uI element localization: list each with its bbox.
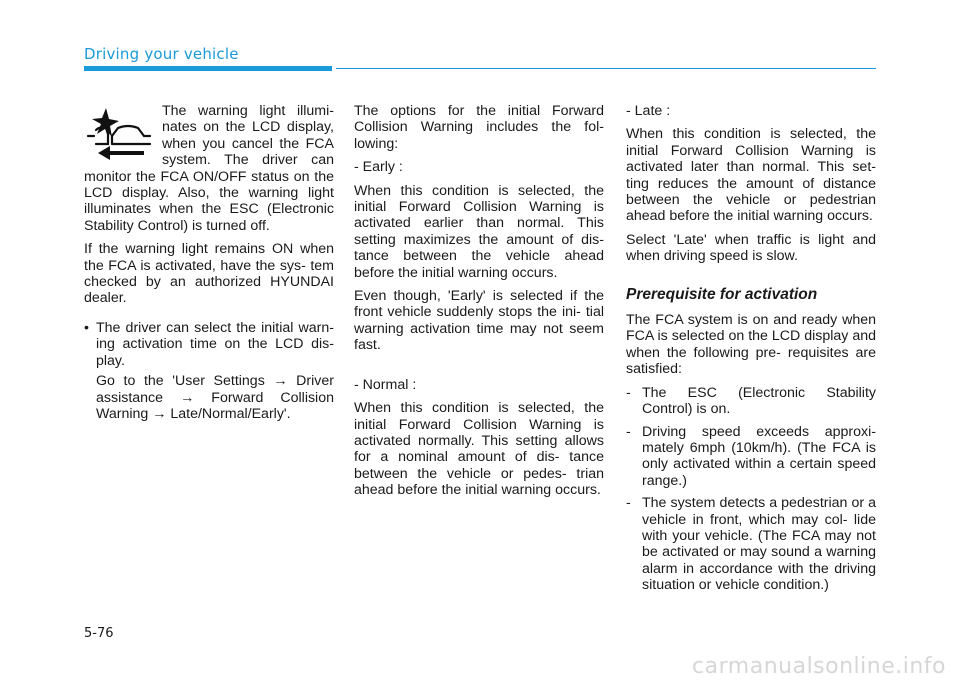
late-description: When this condition is selected, the initial Forward Collision Warning is activated later than normal. This set- ting reduces the amount of distance between the vehicle or pedestrian ahead before the initial warning occurs. [626, 126, 876, 225]
list-item: • The driver can select the initial warn- ing activation time on the LCD dis- play. [84, 319, 334, 369]
forward-collision-warning-icon [84, 106, 154, 162]
prerequisite-intro: The FCA system is on and ready when FCA is selected on the LCD display and when the following pre- requisites are satisfied: [626, 312, 876, 378]
header-rule-thick [84, 66, 332, 71]
list-item: - The system detects a pedestrian or a vehicle in front, which may col- lide with your vehicle. (The FCA may not be activated or may sound a warning alarm in accordance with the driving situation or vehicle condition.) [626, 495, 876, 594]
early-label: - Early : [354, 159, 403, 176]
list-item: - Driving speed exceeds approxi- mately 6mph (10km/h). (The FCA is only activated within a certain speed range.) [626, 423, 876, 489]
late-label: - Late : [626, 103, 671, 119]
bullet-icon: • [84, 319, 89, 336]
user-settings-path: Go to the 'User Settings → Driver assistance → Forward Collision Warning → Late/Normal/Early'. [96, 373, 334, 422]
column-left [84, 103, 334, 429]
list-item: - The ESC (Electronic Stability Control) is on. [626, 384, 876, 418]
early-description: When this condition is selected, the initial Forward Collision Warning is activated earlier than normal. This setting maximizes the amount of dis- tance between the vehicle ahead before the initial warning occurs. [354, 182, 604, 281]
options-intro: The options for the initial Forward Collision Warning includes the fol- lowing: [354, 103, 604, 152]
late-recommendation: Select 'Late' when traffic is light and when driving speed is slow. [626, 231, 876, 265]
section-title: Driving your vehicle [84, 45, 239, 63]
normal-label: - Normal : [354, 376, 417, 393]
dealer-paragraph: If the warning light remains ON when the FCA is activated, have the sys- tem checked by an authorized HYUNDAI dealer. [84, 241, 334, 307]
page-number: 5-76 [84, 626, 114, 641]
header-rule-thin [336, 68, 876, 69]
normal-description: When this condition is selected, the initial Forward Collision Warning is activated normally. This setting allows for a nominal amount of dis- tance between the vehicle or pedes- trian ahead before the initial warning occurs. [354, 400, 604, 499]
column-middle [354, 103, 604, 506]
early-note: Even though, 'Early' is selected if the front vehicle suddenly stops the ini- tial warning activation time may not seem fast. [354, 288, 604, 354]
watermark: carmanualsonline.info [692, 654, 946, 679]
prerequisite-heading: Prerequisite for activation [626, 285, 818, 303]
warning-light-paragraph: The warning light illumi- nates on the LCD display, when you cancel the FCA system. The driver can monitor the FCA ON/OFF status on the LCD display. Also, the warning light illuminates when the ESC (Electronic Stability Control) is turned off. [84, 103, 334, 234]
column-right [626, 103, 876, 600]
